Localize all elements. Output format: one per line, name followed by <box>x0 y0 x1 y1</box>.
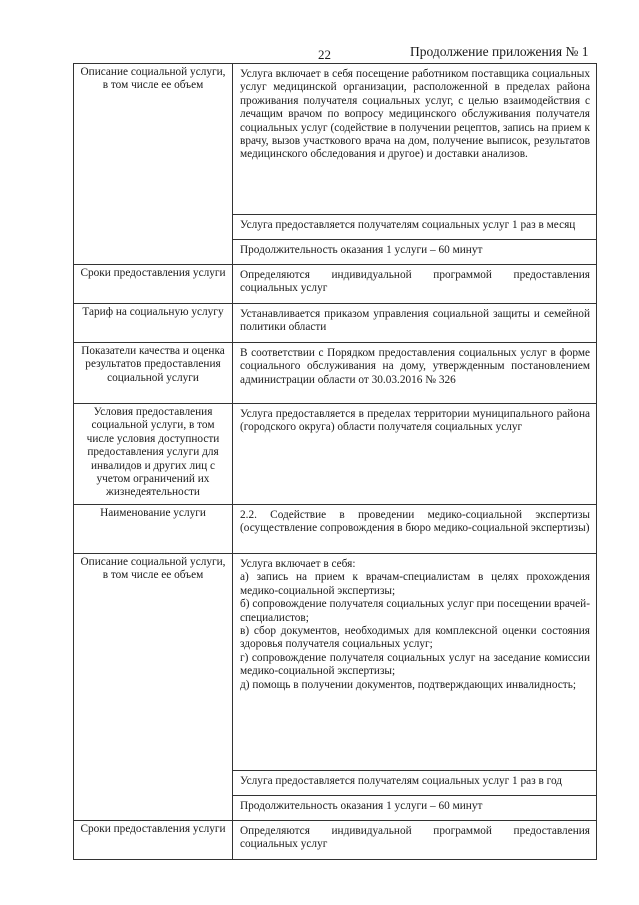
services-table <box>73 63 597 860</box>
row-value: Услуга предоставляется в пределах территории муниципального района (городского округа) области получателя социальных услуг <box>233 404 597 505</box>
row-value: Определяются индивидуальной программой предоставления социальных услуг <box>233 265 597 304</box>
list-item: г) сопровождение получателя социальных услуг на заседание комиссии медико-социальной экспертизы; <box>240 651 590 678</box>
table-row <box>74 343 597 404</box>
row-label: Показатели качества и оценка результатов предоставления социальной услуги <box>74 343 233 404</box>
service-description: Услуга включает в себя посещение работником поставщика социальных услуг медицинской организации, расположенной в пределах района проживания получателя социальных услуг, с целью взаимодействия с лечащим врачом по вопросу медицинского обслуживания получателя социальных услуг (содействие в получении рецептов, запись на прием к врачу, вызов участкового врача на дом, получение выписок, результатов медицинского обследования и другое) и доставки анализов. <box>233 64 597 215</box>
row-value: Определяются индивидуальной программой предоставления социальных услуг <box>233 821 597 860</box>
service-duration: Продолжительность оказания 1 услуги – 60 минут <box>233 796 597 821</box>
table-row <box>74 265 597 304</box>
list-item: а) запись на прием к врачам-специалистам в целях прохождения медико-социальной экспертизы; <box>240 571 590 597</box>
service-description <box>233 554 597 771</box>
appendix-caption: Продолжение приложения № 1 <box>410 44 589 59</box>
row-value: Устанавливается приказом управления социальной защиты и семейной политики области <box>233 304 597 343</box>
table-row <box>74 304 597 343</box>
service-frequency: Услуга предоставляется получателям социальных услуг 1 раз в месяц <box>233 215 597 240</box>
table-row <box>74 404 597 505</box>
table-row <box>74 505 597 554</box>
service-name: 2.2. Содействие в проведении медико-социальной экспертизы (осуществление сопровождения в бюро медико-социальной экспертизы) <box>233 505 597 554</box>
list-intro: Услуга включает в себя: <box>240 558 356 570</box>
service-duration: Продолжительность оказания 1 услуги – 60 минут <box>233 240 597 265</box>
list-item: в) сбор документов, необходимых для комплексной оценки состояния здоровья получателя социальных услуг; <box>240 625 590 651</box>
row-label: Наименование услуги <box>74 505 233 554</box>
list-item: д) помощь в получении документов, подтверждающих инвалидность; <box>240 678 577 691</box>
table-row <box>74 64 597 215</box>
row-label: Описание социальной услуги, в том числе ее объем <box>74 554 233 821</box>
row-label: Тариф на социальную услугу <box>74 304 233 343</box>
row-value: В соответствии с Порядком предоставления социальных услуг в форме социального обслуживания на дому, утвержденным постановлением администрации области от 30.03.2016 № 326 <box>233 343 597 404</box>
page-number: 22 <box>318 47 331 62</box>
list-item: б) сопровождение получателя социальных услуг при посещении врачей-специалистов; <box>240 598 590 624</box>
row-label: Описание социальной услуги, в том числе ее объем <box>74 64 233 265</box>
row-label: Условия предоставления социальной услуги, в том числе условия доступности предоставления услуги для инвалидов и других лиц с учетом ограничений их жизнедеятельности <box>74 404 233 505</box>
table-row <box>74 554 597 771</box>
table-row <box>74 821 597 860</box>
row-label: Сроки предоставления услуги <box>74 821 233 860</box>
row-label: Сроки предоставления услуги <box>74 265 233 304</box>
service-frequency: Услуга предоставляется получателям социальных услуг 1 раз в год <box>233 771 597 796</box>
